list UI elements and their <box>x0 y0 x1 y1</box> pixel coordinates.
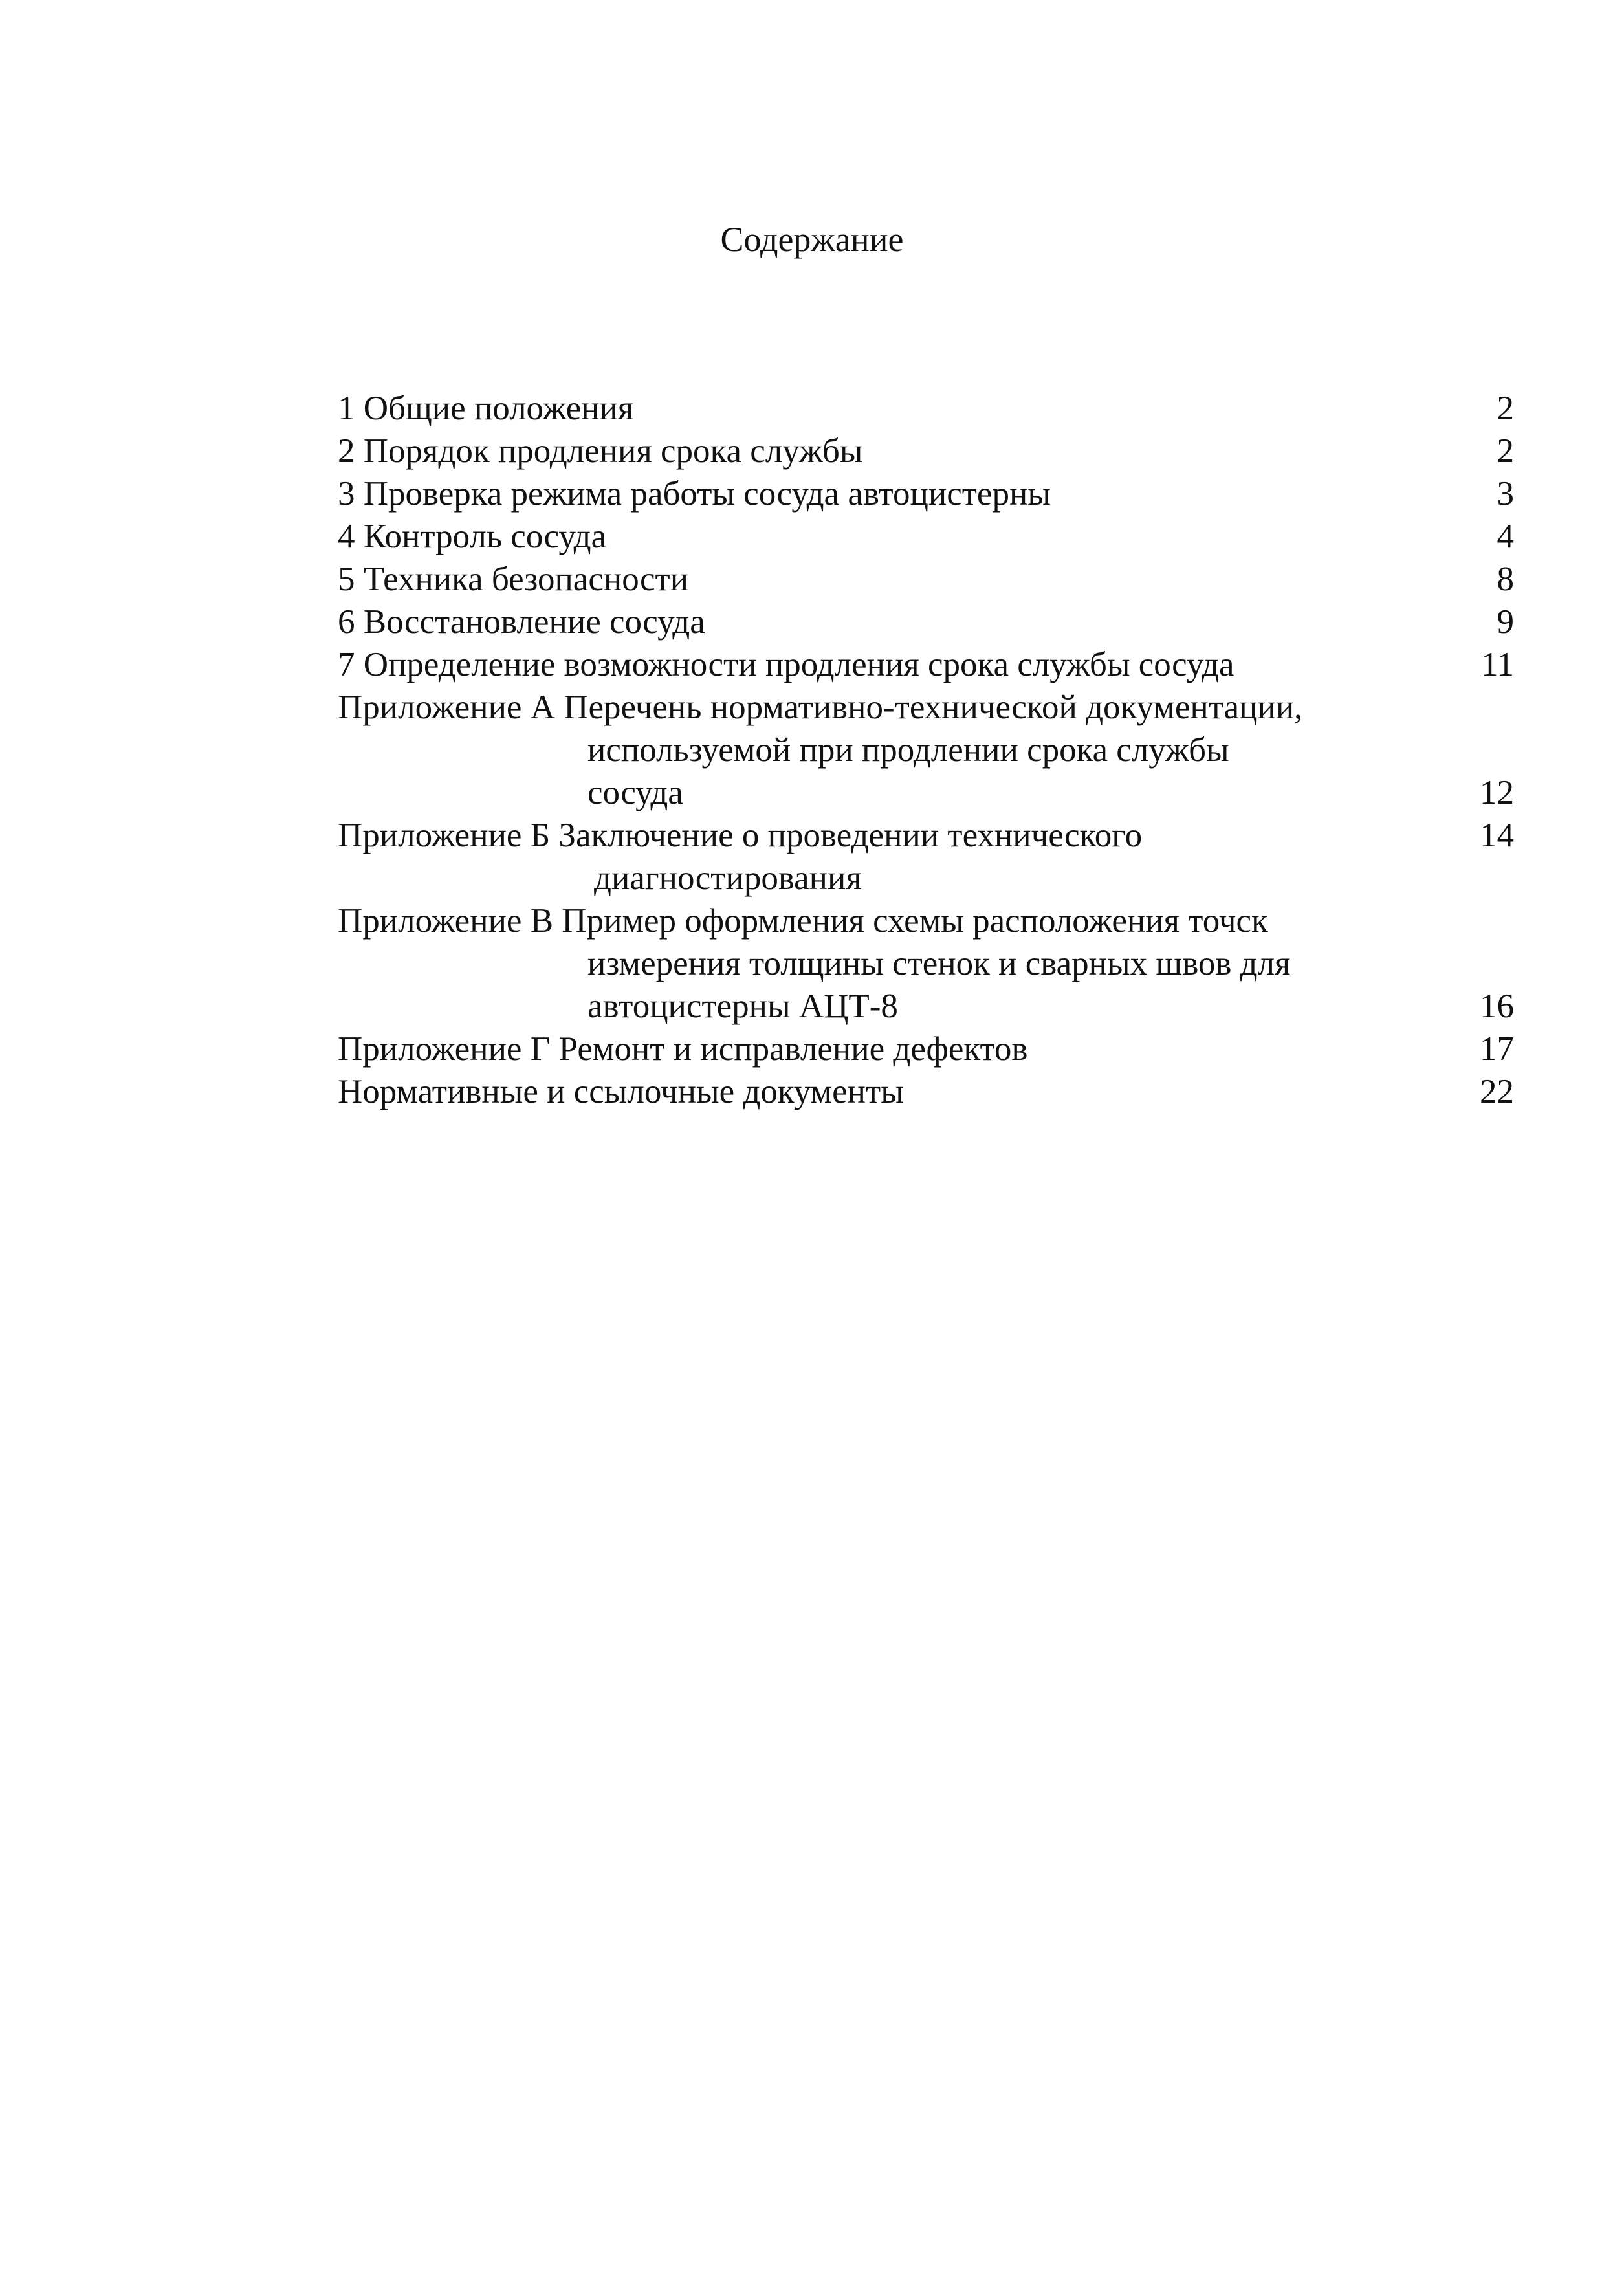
toc-entry-text: 1 Общие положения <box>338 390 634 427</box>
toc-entry-page: 11 <box>1480 646 1514 683</box>
toc-entry-text: 3 Проверка режима работы сосуда автоцистерны <box>338 475 1051 513</box>
toc-entry-text: сосуда <box>587 774 683 811</box>
toc-entry-text: диагностирования <box>594 859 862 897</box>
toc-entry-text: Приложение А Перечень нормативно-технической документации, <box>338 689 1303 726</box>
toc-entry-page: 9 <box>1497 603 1514 641</box>
toc-entry-text: Приложение В Пример оформления схемы расположения точск <box>338 902 1268 940</box>
toc-entry-page: 3 <box>1497 475 1514 513</box>
toc-entry-text: измерения толщины стенок и сварных швов для <box>587 945 1291 982</box>
toc-entry-page: 17 <box>1480 1030 1514 1068</box>
toc-entry-page: 2 <box>1497 432 1514 470</box>
toc-entry-text: 4 Контроль сосуда <box>338 518 607 555</box>
toc-entry-text: 6 Восстановление сосуда <box>338 603 705 641</box>
toc-entry-text: используемой при продлении срока службы <box>587 731 1229 769</box>
page-title: Содержание <box>720 220 904 259</box>
toc-entry-page: 22 <box>1480 1073 1514 1110</box>
toc-entry-text: 5 Техника безопасности <box>338 560 689 598</box>
toc-entry-text: автоцистерны АЦТ-8 <box>587 987 898 1025</box>
toc-entry-text: Приложение Б Заключение о проведении технического <box>338 817 1143 854</box>
toc-entry-page: 4 <box>1497 518 1514 555</box>
toc-entry-page: 14 <box>1480 817 1514 854</box>
toc-entry-page: 2 <box>1497 390 1514 427</box>
toc-entry-text: Приложение Г Ремонт и исправление дефектов <box>338 1030 1028 1068</box>
toc-entry-page: 12 <box>1480 774 1514 811</box>
toc-entry-text: Нормативные и ссылочные документы <box>338 1073 904 1110</box>
toc-entry-text: 2 Порядок продления срока службы <box>338 432 863 470</box>
toc-entry-text: 7 Определение возможности продления срока службы сосуда <box>338 646 1234 683</box>
toc-entry-page: 16 <box>1480 987 1514 1025</box>
toc-entry-page: 8 <box>1497 560 1514 598</box>
